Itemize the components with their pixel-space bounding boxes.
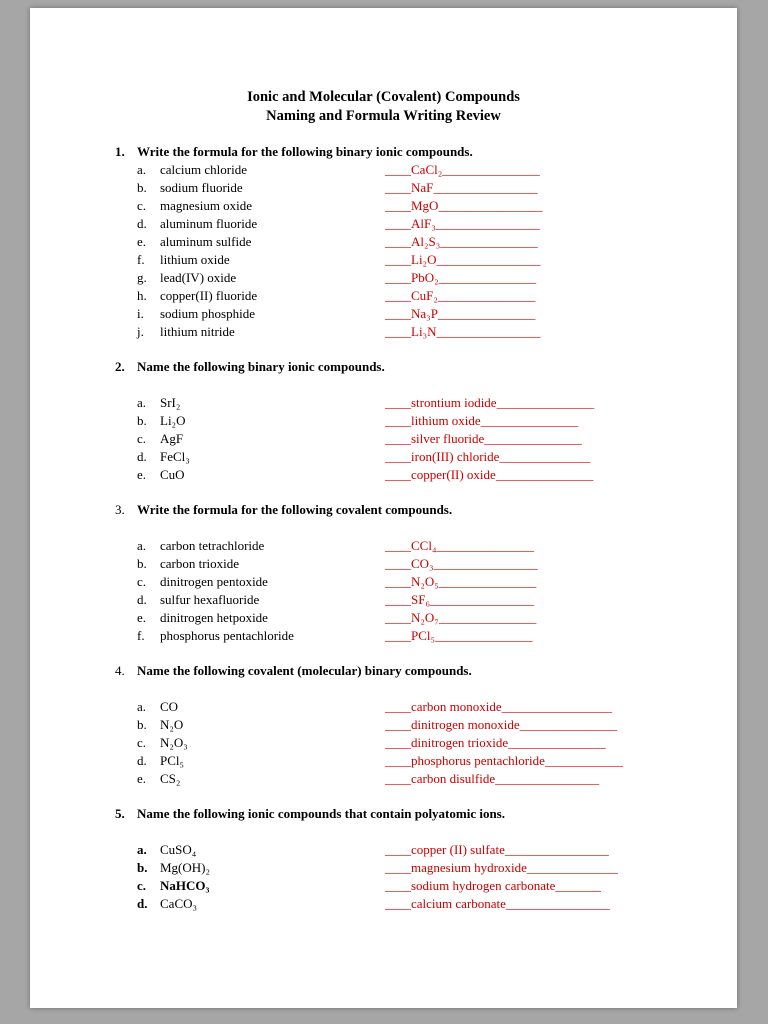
item-answer: ____dinitrogen monoxide_______________ xyxy=(385,717,618,732)
item-label: aluminum fluoride xyxy=(160,216,258,231)
item-answer: ____MgO________________ xyxy=(385,198,543,213)
item-letter: g. xyxy=(137,270,147,285)
item-answer: ____dinitrogen trioxide_______________ xyxy=(385,735,606,750)
item-letter: c. xyxy=(137,198,147,213)
item-letter: f. xyxy=(137,252,145,267)
item-formula: Li₂O xyxy=(160,413,186,428)
item-answer: ____N₂O₅_______________ xyxy=(385,574,537,589)
item-letter: c. xyxy=(137,574,147,589)
item-letter: a. xyxy=(137,842,147,857)
item-formula: CuO xyxy=(160,467,185,482)
worksheet-item xyxy=(115,448,737,466)
worksheet-item xyxy=(115,627,737,645)
item-letter: d. xyxy=(137,449,147,464)
worksheet-item xyxy=(115,859,737,877)
item-label: carbon trioxide xyxy=(160,556,240,571)
item-formula: CuSO₄ xyxy=(160,842,197,857)
worksheet-item xyxy=(115,537,737,555)
question-3-items xyxy=(115,537,737,645)
item-label: lithium nitride xyxy=(160,324,235,339)
item-label: aluminum sulfide xyxy=(160,234,252,249)
item-formula: CO xyxy=(160,699,179,714)
item-label: sodium phosphide xyxy=(160,306,255,321)
worksheet-page xyxy=(30,8,737,1008)
item-letter: e. xyxy=(137,234,147,249)
worksheet-item xyxy=(115,215,737,233)
item-letter: c. xyxy=(137,878,147,893)
item-letter: j. xyxy=(137,324,144,339)
item-answer: ____lithium oxide_______________ xyxy=(385,413,579,428)
item-formula: Mg(OH)₂ xyxy=(160,860,211,875)
worksheet-item xyxy=(115,179,737,197)
worksheet-item xyxy=(115,895,737,913)
item-letter: e. xyxy=(137,467,147,482)
item-letter: b. xyxy=(137,180,147,195)
item-formula: CaCO₃ xyxy=(160,896,198,911)
worksheet-item xyxy=(115,716,737,734)
item-answer: ____phosphorus pentachloride____________ xyxy=(385,753,623,768)
item-formula: NaHCO₃ xyxy=(160,878,210,893)
worksheet-item xyxy=(115,430,737,448)
item-answer: ____calcium carbonate________________ xyxy=(385,896,610,911)
worksheet-item xyxy=(115,233,737,251)
item-label: dinitrogen hetpoxide xyxy=(160,610,268,625)
item-answer: ____copper (II) sulfate________________ xyxy=(385,842,609,857)
question-5-items xyxy=(115,841,737,913)
question-4-items xyxy=(115,698,737,788)
question-5 xyxy=(30,805,737,913)
item-answer: ____magnesium hydroxide______________ xyxy=(385,860,618,875)
item-letter: d. xyxy=(137,216,147,231)
worksheet-item xyxy=(115,394,737,412)
question-number: 3. xyxy=(115,502,125,517)
item-label: lead(IV) oxide xyxy=(160,270,237,285)
item-letter: d. xyxy=(137,896,148,911)
item-label: copper(II) fluoride xyxy=(160,288,258,303)
question-prompt: Write the formula for the following covalent compounds. xyxy=(137,502,453,517)
question-5-header xyxy=(115,805,737,823)
item-answer: ____PCl₅_______________ xyxy=(385,628,533,643)
question-number: 5. xyxy=(115,806,125,821)
item-letter: c. xyxy=(137,735,147,750)
item-answer: ____Li₃N________________ xyxy=(385,324,541,339)
item-label: dinitrogen pentoxide xyxy=(160,574,268,589)
worksheet-item xyxy=(115,573,737,591)
question-1-header xyxy=(115,143,737,161)
question-2 xyxy=(30,358,737,484)
item-letter: e. xyxy=(137,771,147,786)
item-letter: i. xyxy=(137,306,144,321)
item-answer: ____AlF₃________________ xyxy=(385,216,540,231)
item-formula: CS₂ xyxy=(160,771,181,786)
item-letter: a. xyxy=(137,395,147,410)
item-letter: a. xyxy=(137,538,147,553)
item-answer: ____silver fluoride_______________ xyxy=(385,431,582,446)
item-formula: SrI₂ xyxy=(160,395,181,410)
item-letter: c. xyxy=(137,431,147,446)
worksheet-item xyxy=(115,591,737,609)
question-prompt: Write the formula for the following binary ionic compounds. xyxy=(137,144,473,159)
worksheet-item xyxy=(115,269,737,287)
worksheet-item xyxy=(115,770,737,788)
worksheet-item xyxy=(115,251,737,269)
item-letter: h. xyxy=(137,288,147,303)
worksheet-item xyxy=(115,197,737,215)
item-letter: b. xyxy=(137,717,147,732)
worksheet-title-line2: Naming and Formula Writing Review xyxy=(266,108,501,124)
item-formula: AgF xyxy=(160,431,184,446)
item-answer: ____N₂O₇_______________ xyxy=(385,610,537,625)
item-label: lithium oxide xyxy=(160,252,230,267)
worksheet-item xyxy=(115,555,737,573)
item-answer: ____NaF________________ xyxy=(385,180,538,195)
item-formula: FeCl₃ xyxy=(160,449,190,464)
item-answer: ____sodium hydrogen carbonate_______ xyxy=(385,878,601,893)
question-number: 4. xyxy=(115,663,125,678)
item-label: sulfur hexafluoride xyxy=(160,592,260,607)
question-1 xyxy=(30,143,737,341)
item-letter: b. xyxy=(137,413,147,428)
item-letter: f. xyxy=(137,628,145,643)
worksheet-item xyxy=(115,734,737,752)
item-formula: N₂O xyxy=(160,717,184,732)
question-3-header xyxy=(115,501,737,519)
item-answer: ____iron(III) chloride______________ xyxy=(385,449,591,464)
question-prompt: Name the following ionic compounds that contain polyatomic ions. xyxy=(137,806,505,821)
item-answer: ____CuF₂_______________ xyxy=(385,288,536,303)
item-letter: b. xyxy=(137,556,147,571)
item-letter: a. xyxy=(137,162,147,177)
item-label: phosphorus pentachloride xyxy=(160,628,294,643)
item-label: sodium fluoride xyxy=(160,180,243,195)
question-prompt: Name the following binary ionic compounds. xyxy=(137,359,385,374)
worksheet-item xyxy=(115,412,737,430)
question-4 xyxy=(30,662,737,788)
item-label: carbon tetrachloride xyxy=(160,538,265,553)
item-formula: PCl₅ xyxy=(160,753,185,768)
item-letter: a. xyxy=(137,699,147,714)
item-answer: ____CO₃________________ xyxy=(385,556,538,571)
question-2-items xyxy=(115,394,737,484)
worksheet-item xyxy=(115,466,737,484)
worksheet-item xyxy=(115,752,737,770)
item-answer: ____CCl₄_______________ xyxy=(385,538,534,553)
worksheet-item xyxy=(115,161,737,179)
question-number: 1. xyxy=(115,144,125,159)
item-formula: N₂O₃ xyxy=(160,735,188,750)
item-answer: ____Na₃P_______________ xyxy=(385,306,536,321)
worksheet-item xyxy=(115,698,737,716)
item-letter: e. xyxy=(137,610,147,625)
item-answer: ____copper(II) oxide_______________ xyxy=(385,467,594,482)
item-answer: ____CaCl₂_______________ xyxy=(385,162,540,177)
worksheet-item xyxy=(115,287,737,305)
worksheet-item xyxy=(115,323,737,341)
question-4-header xyxy=(115,662,737,680)
item-answer: ____Li₂O________________ xyxy=(385,252,541,267)
item-answer: ____SF₆________________ xyxy=(385,592,534,607)
item-answer: ____carbon monoxide_________________ xyxy=(385,699,613,714)
item-answer: ____strontium iodide_______________ xyxy=(385,395,595,410)
question-number: 2. xyxy=(115,359,125,374)
question-2-header xyxy=(115,358,737,376)
question-1-items xyxy=(115,161,737,341)
item-letter: d. xyxy=(137,753,147,768)
item-answer: ____carbon disulfide________________ xyxy=(385,771,600,786)
worksheet-title xyxy=(30,8,737,126)
worksheet-item xyxy=(115,877,737,895)
worksheet-title-line1: Ionic and Molecular (Covalent) Compounds xyxy=(247,89,520,105)
question-prompt: Name the following covalent (molecular) binary compounds. xyxy=(137,663,472,678)
item-answer: ____Al₂S₃_______________ xyxy=(385,234,538,249)
item-label: calcium chloride xyxy=(160,162,247,177)
worksheet-item xyxy=(115,609,737,627)
item-label: magnesium oxide xyxy=(160,198,253,213)
item-letter: d. xyxy=(137,592,147,607)
worksheet-item xyxy=(115,305,737,323)
question-3 xyxy=(30,501,737,645)
worksheet-item xyxy=(115,841,737,859)
item-letter: b. xyxy=(137,860,148,875)
item-answer: ____PbO₂_______________ xyxy=(385,270,537,285)
